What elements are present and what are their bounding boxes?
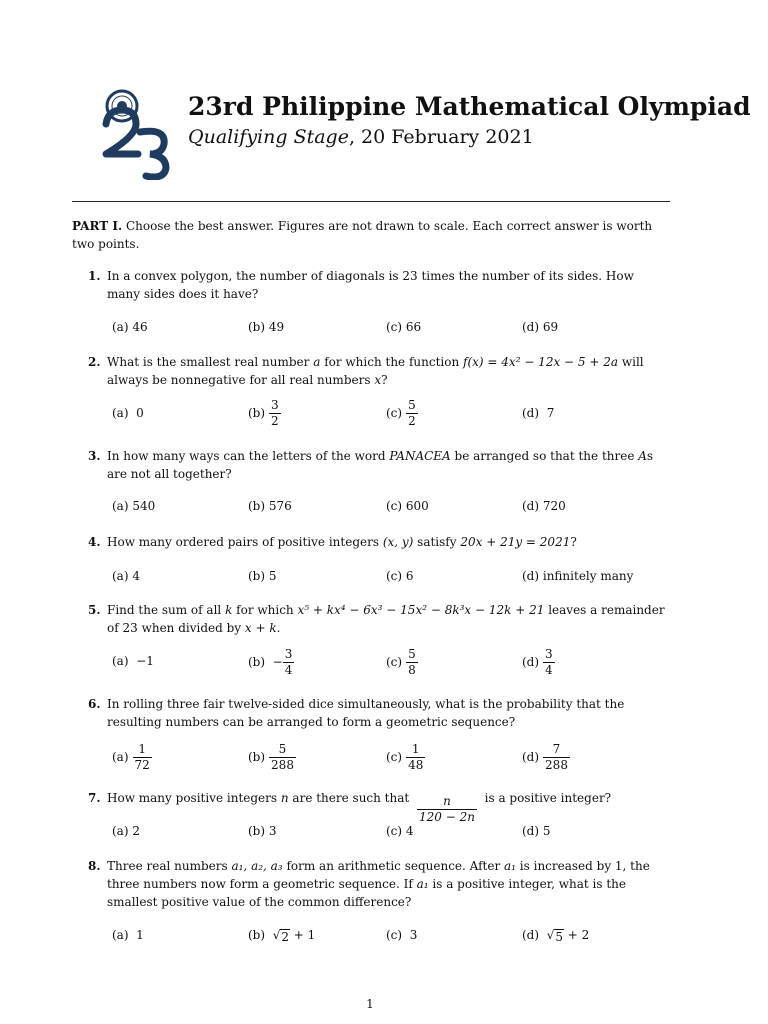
choice-d: (d) √ 5 + 2 [522, 928, 590, 944]
choice-c: (c) $\frac{1}{48}$ [386, 742, 424, 772]
question-text: In how many ways can the letters of the word PANACEA be arranged so that the three As are not all together? [107, 449, 654, 481]
question-number: 5. [88, 603, 101, 617]
choice-b: (b) $\frac{3}{2}$ [248, 398, 279, 428]
question-text: Find the sum of all k for which x⁵ + kx⁴ − 6x³ − 15x² − 8k³x − 12k + 21 leaves a remainder of 23 when divided by x + k. [107, 603, 665, 635]
choice-a: (a) 2 [112, 824, 140, 838]
function-expression: f(x) = 4x² − 12x − 5 + 2a [463, 355, 619, 369]
question-text: Three real numbers a₁, a₂, a₃ form an arithmetic sequence. After a₁ is increased by 1, the three numbers now form a geometric sequence. If a₁ is a positive integer, what is the smallest positive value of the common difference? [107, 859, 650, 909]
choice-d: (d) 5 [522, 824, 551, 838]
question-text: In rolling three fair twelve-sided dice simultaneously, what is the probability that the resulting numbers can be arranged to form a geometric sequence? [107, 697, 625, 729]
page-number: 1 [366, 997, 374, 1011]
fraction-expression: $\frac{n}{120 - 2n}$ [419, 794, 475, 824]
choice-c: (c) 3 [386, 928, 418, 942]
choice-a: (a) −1 [112, 654, 154, 668]
choice-c: (c) 600 [386, 499, 429, 513]
choice-b: (b) 576 [248, 499, 292, 513]
header-divider [72, 201, 670, 202]
pmo-23-logo [100, 84, 172, 180]
part-text: Choose the best answer. Figures are not drawn to scale. Each correct answer is worth two points. [72, 219, 653, 251]
choice-c: (c) 6 [386, 569, 414, 583]
question-number: 7. [88, 791, 101, 805]
choice-c: (c) $\frac{5}{8}$ [386, 647, 416, 677]
choice-a: (a) 46 [112, 320, 148, 334]
choice-a: (a) 0 [112, 406, 144, 420]
choice-d: (d) $\frac{7}{288}$ [522, 742, 568, 772]
choice-b: (b) √ 2 + 1 [248, 928, 316, 944]
question-text: How many ordered pairs of positive integers (x, y) satisfy 20x + 21y = 2021? [107, 535, 577, 549]
choice-c: (c) 4 [386, 824, 414, 838]
choice-d: (d) $\frac{3}{4}$ [522, 647, 553, 677]
choice-c: (c) 66 [386, 320, 422, 334]
question-number: 8. [88, 859, 101, 873]
choice-a: (a) $\frac{1}{72}$ [112, 742, 150, 772]
choice-c: (c) $\frac{5}{2}$ [386, 398, 416, 428]
choice-b: (b) 3 [248, 824, 277, 838]
question-text: How many positive integers n are there such that $\frac{n}{120 - 2n}$ is a positive integer? [107, 791, 612, 824]
part-label: PART I. [72, 219, 123, 233]
part-instructions [72, 217, 672, 253]
choice-d: (d) 720 [522, 499, 566, 513]
choice-d: (d) 69 [522, 320, 559, 334]
stage-name: Qualifying Stage [188, 126, 349, 148]
choice-b: (b) − $\frac{3}{4}$ [248, 647, 293, 677]
exam-subtitle [188, 126, 534, 148]
choice-b: (b) $\frac{5}{288}$ [248, 742, 294, 772]
exam-title: 23rd Philippine Mathematical Olympiad [188, 92, 751, 121]
polynomial: x⁵ + kx⁴ − 6x³ − 15x² − 8k³x − 12k + 21 [297, 603, 545, 617]
question-text: In a convex polygon, the number of diagonals is 23 times the number of its sides. How many sides does it have? [107, 269, 634, 301]
choice-b: (b) 49 [248, 320, 285, 334]
exam-date: , 20 February 2021 [348, 126, 534, 148]
choice-a: (a) 540 [112, 499, 156, 513]
choice-b: (b) 5 [248, 569, 277, 583]
question-number: 4. [88, 535, 101, 549]
choice-d: (d) 7 [522, 406, 555, 420]
question-number: 2. [88, 355, 101, 369]
choice-d: (d) infinitely many [522, 569, 634, 583]
choice-a: (a) 4 [112, 569, 140, 583]
question-number: 6. [88, 697, 101, 711]
question-number: 1. [88, 269, 101, 283]
choice-a: (a) 1 [112, 928, 144, 942]
question-text: What is the smallest real number a for which the function f(x) = 4x² − 12x − 5 + 2a will always be nonnegative for all real numbers x? [107, 355, 644, 387]
question-number: 3. [88, 449, 101, 463]
